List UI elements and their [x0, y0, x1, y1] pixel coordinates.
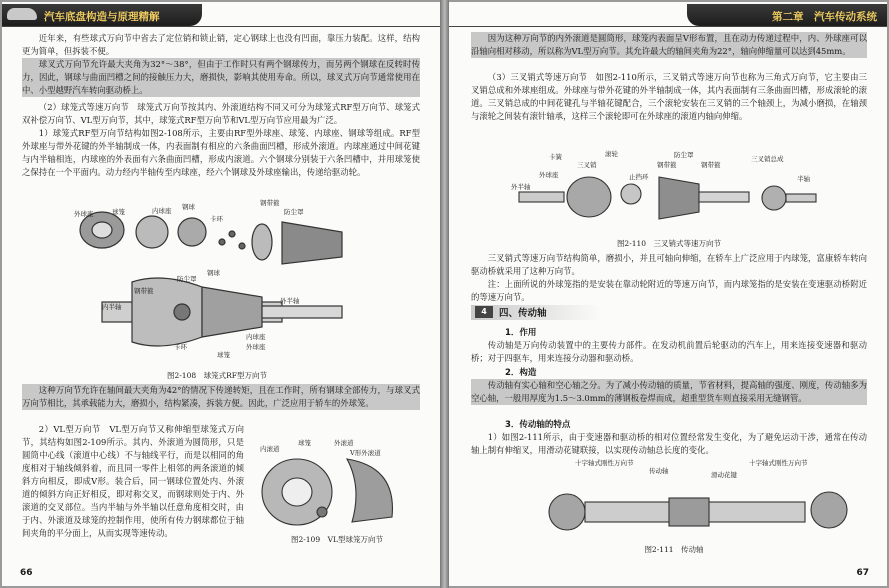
- fig1-label-inner-race: 内球座: [152, 207, 172, 215]
- right-paragraph-1: 因为这种万向节的内外滚道是圆筒形，球笼内表面呈V形布置，且在动力传递过程中，内、外球座可以沿轴向相对移动，所以称为VL型万向节。其允许最大的轴间夹角为22°，轴向伸缩量可以达到45mm。: [471, 33, 867, 56]
- fig3-label-band: 钢带箍: [657, 161, 677, 169]
- right-paragraph-7: 1）如图2-111所示，由于变速器和驱动桥的相对位置经常发生变化，为了避免运动干涉，通常在传动轴上制有伸缩叉，用滑动花键联接，以实现传动轴总长度的变化。: [471, 432, 867, 455]
- subheading-construction: 2．构造: [505, 368, 537, 378]
- fig3-label-half-shaft: 半轴: [797, 175, 810, 183]
- left-paragraph-6: 2）VL型万向节 VL型万向节又称伸缩型球笼式万向节，其结构如图2-109所示。其内、外滚道为圆筒形，只是圆筒中心线（滚道中心线）不与轴线平行，而是以相同的角度相对于轴线倾斜着，而且同一零件上相邻的两条滚道的倾斜方向相反，即成V形。装合后，同一钢球位置处内、外滚道的倾斜方向正好相反，即对称交叉，而钢球则处于内、外滚道的交叉部位。当内半轴与外半轴以任意角度相交时，由于内、外滚道及球笼的控制作用，使所有传力钢球都位于轴间夹角的平分面上，从而实现等速传动。: [22, 424, 244, 538]
- section-title: 四、传动轴: [499, 308, 547, 319]
- fig3-label-boot: 防尘罩: [674, 151, 694, 159]
- fig4-label-ujoint-right: 十字轴式刚性万向节: [749, 459, 808, 467]
- header-rule: [2, 26, 440, 27]
- left-header-bar: [2, 4, 202, 26]
- right-header-title: 第二章 汽车传动系统: [772, 11, 877, 23]
- fig3-label-tripod: 三叉销: [577, 161, 597, 169]
- left-header-title: 汽车底盘构造与原理精解: [44, 11, 160, 23]
- fig1-label-boot: 防尘罩: [284, 208, 304, 216]
- fig1-label-circlip-2: 卡环: [174, 343, 187, 351]
- figure-2-108-illustration: [62, 202, 362, 357]
- fig3-label-band-2: 钢带箍: [701, 161, 721, 169]
- fig1-label-ball-2: 钢球: [207, 269, 220, 277]
- left-paragraph-4: 1）球笼式RF型万向节结构如图2-108所示，主要由RF型外球座、球笼、内球座、钢球等组成。RF型外球座与带外花键的外半轴制成一体，内表面制有相应的六条曲面凹槽，形成外滚道。内球座通过中间花键与内半轴相连，内球座的外表面有六条曲面凹槽，形成内滚道。六个钢球分别装于六条凹槽中，并用球笼使之保持在一个平面内。动力经内半轴传至内球座，经六个钢球及外球座输出，传递给驱动轮。: [22, 128, 420, 177]
- figure-2-111-illustration: [539, 480, 859, 540]
- left-page: [2, 2, 440, 586]
- right-paragraph-4: 注：上面所说的外球笼指的是安装在靠动轮附近的等速万向节，而内球笼指的是安装在变速驱动桥附近的等速万向节。: [471, 279, 867, 302]
- fig3-label-outer-shaft: 外半轴: [511, 183, 531, 191]
- left-paragraph-5: 这种万向节允许在轴间最大夹角为42°的情况下传递转矩，且在工作时，所有钢球全部传力，与球叉式万向节相比，其承载能力大，磨损小，结构紧凑，拆装方便。因此，广泛应用于轿车的外球笼。: [22, 385, 420, 408]
- fig1-label-boot-2: 防尘罩: [177, 275, 197, 283]
- fig3-label-snap-ring: 卡簧: [549, 153, 562, 161]
- left-paragraph-1: 近年来，有些球式万向节中省去了定位销和锁止销，定心钢球上也没有凹面，靠压力装配。这样，结构更为简单，但拆装不便。: [22, 33, 420, 56]
- fig3-label-tripod-assembly: 三叉销总成: [751, 155, 784, 163]
- figure-2-111-caption: 图2-111 传动轴: [644, 545, 704, 554]
- fig1-label-outer-shaft: 外半轴: [280, 297, 300, 305]
- left-paragraph-2: 球叉式万向节允许最大夹角为32°～38°，但由于工作时只有两个钢球传力，而另两个钢球在反转时传力，因此，钢球与曲面凹槽之间的接触压力大，磨损快，影响其使用寿命。所以，球叉式万向节通常使用在中、小型越野汽车转向驱动桥上。: [22, 59, 420, 95]
- fig2-label-cage: 球笼: [298, 439, 311, 447]
- fig1-label-inner-race-2: 内球座: [246, 333, 266, 341]
- right-paragraph-2: （3）三叉销式等速万向节 如图2-110所示，三叉销式等速万向节也称为三角式万向节，它主要由三叉销总成和外球座组成。外球座与带外花键的外半轴制成一体，其内表面制有三条曲面凹槽，形成滚轮的滚道。三叉销总成的中间花键孔与半轴花键配合，三个滚轮安装在三叉销的三个轴颈上，为减小磨损，在轴颈与滚轮之间装有滚针轴承，这样三个滚轮即可在外球座的滚道内轴向伸缩。: [471, 72, 867, 121]
- right-paragraph-6: 传动轴有实心轴和空心轴之分。为了减小传动轴的质量，节省材料，提高轴的强度、刚度，传动轴多为空心轴，一般用厚度为1.5～3.0mm的薄钢板卷焊而成，超重型货车则直接采用无缝钢管。: [471, 380, 867, 403]
- figure-2-110-caption: 图2-110 三叉销式等速万向节: [616, 239, 722, 248]
- fig4-label-shaft: 传动轴: [649, 467, 669, 475]
- subheading-function: 1．作用: [505, 328, 537, 338]
- right-paragraph-3: 三叉销式等速万向节结构简单，磨损小，并且可轴向伸缩，在轿车上广泛应用于内球笼，富康轿车转向驱动桥就采用了这种万向节。: [471, 253, 867, 276]
- left-page-number: 66: [20, 568, 33, 578]
- fig1-label-inner-shaft: 内半轴: [102, 303, 122, 311]
- right-page: [449, 2, 887, 586]
- fig2-label-outer-track: 外滚道: [334, 439, 354, 447]
- right-page-number: 67: [856, 568, 869, 578]
- fig4-label-ujoint-left: 十字轴式刚性万向节: [575, 459, 634, 467]
- fig4-label-slip-spline: 滑动花键: [711, 471, 737, 479]
- header-rule-right: [449, 26, 887, 27]
- right-paragraph-5: 传动轴是万向传动装置中的主要传力部件。在发动机前置后轮驱动的汽车上，用来连接变速器和驱动桥；对于四驱车，用来连接分动器和驱动桥。: [471, 340, 867, 363]
- fig3-label-outer-race: 外球座: [539, 171, 559, 179]
- subheading-features: 3．传动轴的特点: [505, 420, 571, 430]
- fig2-label-inner-track: 内滚道: [260, 445, 280, 453]
- section-heading: [471, 305, 601, 320]
- fig1-label-circlip: 卡环: [210, 215, 223, 223]
- fig3-label-roller: 滚轮: [605, 150, 618, 158]
- fig1-label-outer-race: 外球座: [74, 210, 94, 218]
- fig1-label-cage-2: 球笼: [217, 351, 230, 359]
- car-logo-icon: [7, 8, 37, 20]
- figure-2-109-caption: 图2-109 VL型球笼万向节: [290, 535, 384, 544]
- fig1-label-cage: 球笼: [112, 208, 125, 216]
- fig2-label-v-track: V形外滚道: [350, 449, 381, 457]
- figure-2-109-illustration: [252, 447, 422, 532]
- fig1-label-ball: 钢球: [182, 203, 195, 211]
- fig1-label-band: 钢带箍: [260, 199, 280, 207]
- section-number-icon: 4: [475, 306, 493, 318]
- fig1-label-outer-race-2: 外球座: [246, 343, 266, 351]
- fig3-label-stop-ring: 止挡环: [629, 173, 649, 181]
- fig1-label-band-2: 钢带箍: [134, 287, 154, 295]
- figure-2-108-caption: 图2-108 球笼式RF型万向节: [167, 371, 267, 380]
- left-paragraph-3: （2）球笼式等速万向节 球笼式万向节按其内、外滚道结构不同又可分为球笼式RF型万向节、球笼式双补偿万向节、VL型万向节，其中，球笼式RF型万向节和VL型万向节应用最为广泛。: [22, 102, 420, 125]
- book-gutter: [440, 0, 449, 588]
- right-header-bar: [687, 4, 887, 26]
